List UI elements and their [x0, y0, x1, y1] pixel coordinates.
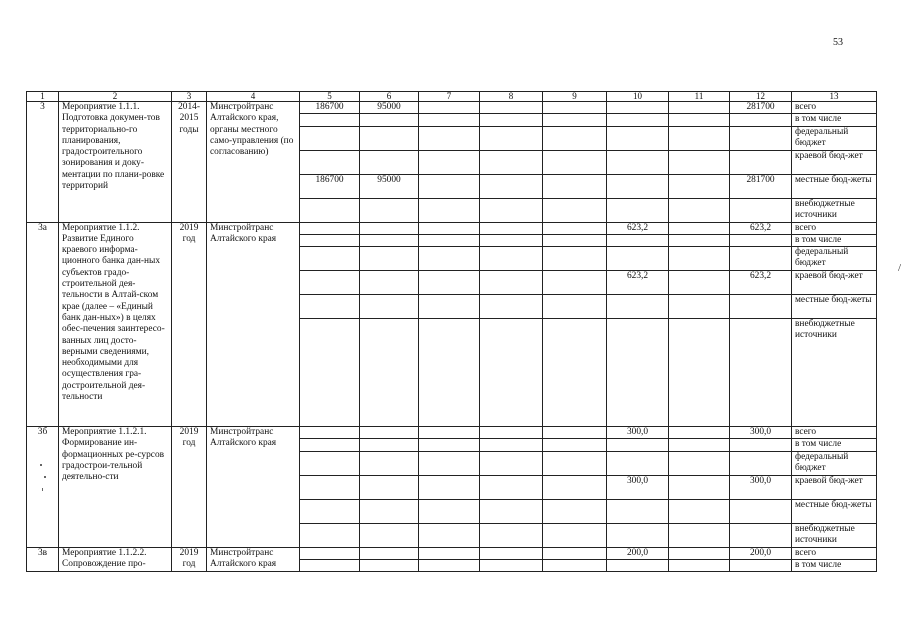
header-cell: 13	[792, 92, 877, 102]
col11-value	[669, 114, 730, 126]
col9-value	[543, 271, 607, 295]
col8-value	[480, 295, 543, 319]
col10-value	[607, 150, 669, 174]
col6-value: 95000	[360, 174, 419, 198]
header-cell: 12	[730, 92, 792, 102]
scan-speck	[40, 464, 42, 466]
col6-value: 95000	[360, 102, 419, 114]
col10-value	[607, 247, 669, 271]
col11-value	[669, 451, 730, 475]
col7-value	[419, 114, 480, 126]
col8-value	[480, 499, 543, 523]
col8-value	[480, 126, 543, 150]
col12-value	[730, 150, 792, 174]
col6-value	[360, 222, 419, 234]
col6-value	[360, 547, 419, 559]
header-cell: 2	[59, 92, 172, 102]
executor: Минстройтранс Алтайского края, органы местного само-управления (по согласованию)	[207, 102, 300, 223]
row-number: 3а	[27, 222, 59, 427]
col12-value	[730, 234, 792, 246]
budget-table	[26, 91, 877, 572]
funding-source: федеральный бюджет	[792, 126, 877, 150]
event-name: Мероприятие 1.1.2. Развитие Единого краевого информа-ционного банка дан-ных субъектов градо-строительной дея-тельности в Алтай-ском крае (далее – «Единый банк дан-ных») в целях обес-печения заинтересо-ванных лиц досто-верными сведениями, необходимыми для осуществления гра-достроительной дея-тельности	[59, 222, 172, 427]
col9-value	[543, 427, 607, 439]
col11-value	[669, 198, 730, 222]
col12-value	[730, 319, 792, 427]
executor: Минстройтранс Алтайского края	[207, 427, 300, 548]
header-cell: 10	[607, 92, 669, 102]
col12-value	[730, 114, 792, 126]
col8-value	[480, 547, 543, 559]
col5-value	[300, 475, 360, 499]
col7-value	[419, 222, 480, 234]
col10-value: 200,0	[607, 547, 669, 559]
col11-value	[669, 560, 730, 572]
col9-value	[543, 295, 607, 319]
col6-value	[360, 295, 419, 319]
col9-value	[543, 319, 607, 427]
col10-value: 300,0	[607, 427, 669, 439]
header-cell: 7	[419, 92, 480, 102]
col7-value	[419, 499, 480, 523]
col11-value	[669, 247, 730, 271]
event-name: Мероприятие 1.1.1. Подготовка докумен-тов территориально-го планирования, градостроительного зонирования и доку-ментации по плани-ровке территорий	[59, 102, 172, 223]
col5-value	[300, 114, 360, 126]
col12-value	[730, 247, 792, 271]
col7-value	[419, 547, 480, 559]
funding-source: внебюджетные источники	[792, 319, 877, 427]
col7-value	[419, 234, 480, 246]
header-cell: 9	[543, 92, 607, 102]
col5-value	[300, 547, 360, 559]
col12-value	[730, 198, 792, 222]
col10-value	[607, 198, 669, 222]
header-cell: 5	[300, 92, 360, 102]
col9-value	[543, 114, 607, 126]
col10-value	[607, 499, 669, 523]
col8-value	[480, 475, 543, 499]
funding-source: местные бюд-жеты	[792, 174, 877, 198]
col8-value	[480, 439, 543, 451]
scan-speck	[44, 476, 46, 478]
col12-value: 623,2	[730, 222, 792, 234]
col7-value	[419, 271, 480, 295]
col9-value	[543, 234, 607, 246]
col8-value	[480, 271, 543, 295]
funding-source: краевой бюд-жет	[792, 475, 877, 499]
funding-source: в том числе	[792, 439, 877, 451]
col11-value	[669, 499, 730, 523]
executor: Минстройтранс Алтайского края	[207, 222, 300, 427]
table-row	[27, 547, 877, 559]
col8-value	[480, 234, 543, 246]
header-cell: 6	[360, 92, 419, 102]
funding-source: краевой бюд-жет	[792, 271, 877, 295]
col6-value	[360, 451, 419, 475]
col11-value	[669, 295, 730, 319]
funding-source: федеральный бюджет	[792, 451, 877, 475]
col11-value	[669, 475, 730, 499]
col10-value	[607, 102, 669, 114]
col6-value	[360, 560, 419, 572]
col11-value	[669, 222, 730, 234]
header-cell: 11	[669, 92, 730, 102]
col11-value	[669, 427, 730, 439]
col5-value	[300, 222, 360, 234]
table-row	[27, 102, 877, 114]
col7-value	[419, 102, 480, 114]
funding-source: федеральный бюджет	[792, 247, 877, 271]
col8-value	[480, 451, 543, 475]
col11-value	[669, 126, 730, 150]
funding-source: всего	[792, 222, 877, 234]
col5-value	[300, 150, 360, 174]
event-name: Мероприятие 1.1.2.2. Сопровождение про-	[59, 547, 172, 572]
funding-source: всего	[792, 547, 877, 559]
period: 2019 год	[172, 547, 207, 572]
page-number: 53	[833, 37, 843, 48]
col10-value	[607, 114, 669, 126]
table-row	[27, 427, 877, 439]
col6-value	[360, 126, 419, 150]
col8-value	[480, 523, 543, 547]
col7-value	[419, 451, 480, 475]
col11-value	[669, 523, 730, 547]
funding-source: местные бюд-жеты	[792, 295, 877, 319]
col11-value	[669, 439, 730, 451]
col10-value	[607, 451, 669, 475]
col12-value	[730, 451, 792, 475]
col5-value	[300, 198, 360, 222]
col9-value	[543, 560, 607, 572]
col5-value	[300, 319, 360, 427]
col11-value	[669, 102, 730, 114]
row-number: 3б	[27, 427, 59, 548]
executor: Минстройтранс Алтайского края	[207, 547, 300, 572]
col12-value	[730, 560, 792, 572]
col6-value	[360, 523, 419, 547]
col12-value: 623,2	[730, 271, 792, 295]
event-name: Мероприятие 1.1.2.1. Формирование ин-формационных ре-сурсов градострои-тельной деятельно-сти	[59, 427, 172, 548]
col9-value	[543, 451, 607, 475]
col6-value	[360, 114, 419, 126]
col12-value: 281700	[730, 174, 792, 198]
col5-value	[300, 451, 360, 475]
col8-value	[480, 247, 543, 271]
funding-source: всего	[792, 102, 877, 114]
col5-value: 186700	[300, 102, 360, 114]
col11-value	[669, 271, 730, 295]
col6-value	[360, 247, 419, 271]
col10-value	[607, 295, 669, 319]
col8-value	[480, 560, 543, 572]
col5-value: 186700	[300, 174, 360, 198]
col10-value	[607, 319, 669, 427]
col7-value	[419, 523, 480, 547]
header-cell: 4	[207, 92, 300, 102]
col11-value	[669, 547, 730, 559]
col5-value	[300, 523, 360, 547]
col8-value	[480, 427, 543, 439]
col5-value	[300, 295, 360, 319]
col7-value	[419, 560, 480, 572]
col9-value	[543, 174, 607, 198]
header-cell: 3	[172, 92, 207, 102]
scan-speck	[42, 488, 43, 491]
col10-value	[607, 174, 669, 198]
col9-value	[543, 198, 607, 222]
col11-value	[669, 234, 730, 246]
funding-source: внебюджетные источники	[792, 198, 877, 222]
col12-value	[730, 499, 792, 523]
col5-value	[300, 247, 360, 271]
col12-value	[730, 523, 792, 547]
col7-value	[419, 150, 480, 174]
col6-value	[360, 439, 419, 451]
col9-value	[543, 247, 607, 271]
col6-value	[360, 234, 419, 246]
col7-value	[419, 295, 480, 319]
col8-value	[480, 114, 543, 126]
col7-value	[419, 126, 480, 150]
col10-value: 623,2	[607, 271, 669, 295]
col10-value: 300,0	[607, 475, 669, 499]
col9-value	[543, 439, 607, 451]
col12-value: 200,0	[730, 547, 792, 559]
col12-value: 300,0	[730, 427, 792, 439]
funding-source: в том числе	[792, 114, 877, 126]
period: 2019 год	[172, 222, 207, 427]
col10-value	[607, 523, 669, 547]
funding-source: внебюджетные источники	[792, 523, 877, 547]
period: 2019 год	[172, 427, 207, 548]
col7-value	[419, 198, 480, 222]
col10-value	[607, 234, 669, 246]
col10-value	[607, 560, 669, 572]
col11-value	[669, 319, 730, 427]
col6-value	[360, 427, 419, 439]
col6-value	[360, 319, 419, 427]
col5-value	[300, 234, 360, 246]
col6-value	[360, 198, 419, 222]
col5-value	[300, 499, 360, 523]
col5-value	[300, 427, 360, 439]
col9-value	[543, 222, 607, 234]
col7-value	[419, 174, 480, 198]
col6-value	[360, 499, 419, 523]
scan-mark: /	[898, 262, 902, 274]
col12-value: 300,0	[730, 475, 792, 499]
col8-value	[480, 198, 543, 222]
header-cell: 1	[27, 92, 59, 102]
col8-value	[480, 319, 543, 427]
col8-value	[480, 222, 543, 234]
col12-value: 281700	[730, 102, 792, 114]
header-cell: 8	[480, 92, 543, 102]
funding-source: всего	[792, 427, 877, 439]
col10-value	[607, 126, 669, 150]
funding-source: в том числе	[792, 234, 877, 246]
col7-value	[419, 247, 480, 271]
col10-value: 623,2	[607, 222, 669, 234]
col10-value	[607, 439, 669, 451]
col6-value	[360, 150, 419, 174]
col9-value	[543, 150, 607, 174]
col5-value	[300, 271, 360, 295]
col9-value	[543, 126, 607, 150]
col7-value	[419, 439, 480, 451]
col7-value	[419, 475, 480, 499]
column-number-row	[27, 92, 877, 102]
col5-value	[300, 439, 360, 451]
table-row	[27, 222, 877, 234]
row-number: 3в	[27, 547, 59, 572]
col6-value	[360, 475, 419, 499]
col9-value	[543, 523, 607, 547]
funding-source: краевой бюд-жет	[792, 150, 877, 174]
col12-value	[730, 295, 792, 319]
col11-value	[669, 150, 730, 174]
col7-value	[419, 427, 480, 439]
funding-source: в том числе	[792, 560, 877, 572]
row-number: 3	[27, 102, 59, 223]
col12-value	[730, 439, 792, 451]
col9-value	[543, 547, 607, 559]
col5-value	[300, 560, 360, 572]
col9-value	[543, 499, 607, 523]
col6-value	[360, 271, 419, 295]
col7-value	[419, 319, 480, 427]
col9-value	[543, 102, 607, 114]
col9-value	[543, 475, 607, 499]
period: 2014-2015 годы	[172, 102, 207, 223]
col8-value	[480, 150, 543, 174]
col12-value	[730, 126, 792, 150]
col8-value	[480, 174, 543, 198]
col11-value	[669, 174, 730, 198]
funding-source: местные бюд-жеты	[792, 499, 877, 523]
col8-value	[480, 102, 543, 114]
col5-value	[300, 126, 360, 150]
